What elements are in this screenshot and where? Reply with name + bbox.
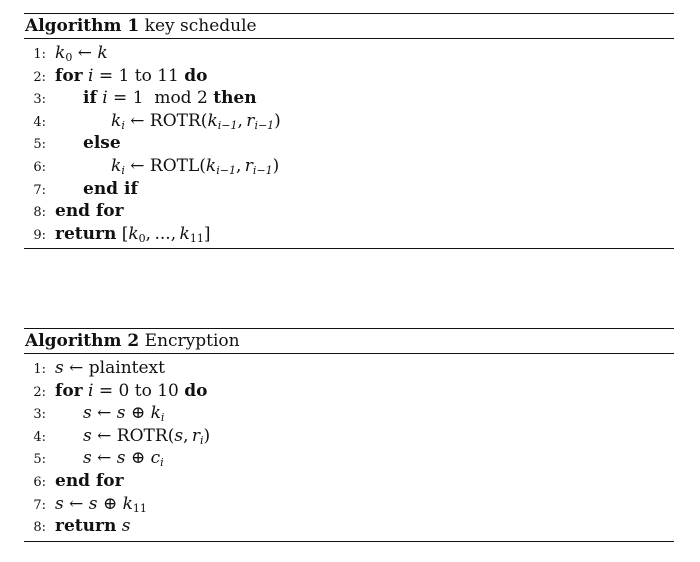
line-number: 1: <box>33 47 46 62</box>
bottom-rule <box>24 248 674 249</box>
subscript: i <box>121 163 125 177</box>
code-line <box>24 200 674 223</box>
xor-operator: ⊕ <box>130 403 146 424</box>
subscript: 0 <box>138 231 146 245</box>
var-k: k <box>179 223 190 244</box>
code-line <box>24 178 674 201</box>
code-line: 4: $k_i$ ← $ROTR(k_{i-1}$, $r_{i-1}$) <box>24 110 674 133</box>
line-number: 6: <box>33 474 46 490</box>
keyword-for: for <box>55 380 83 401</box>
number: 0 <box>118 380 130 401</box>
assign-arrow: ← <box>69 358 84 378</box>
var-s: s <box>174 425 184 446</box>
subscript: i <box>200 433 204 447</box>
var-i: i <box>102 88 108 109</box>
subscript: i−1 <box>252 163 273 177</box>
line-number: 5: <box>33 137 46 153</box>
assign-arrow: ← <box>130 155 145 176</box>
line-number: 5: <box>33 452 46 468</box>
code-line <box>24 402 674 425</box>
assign-arrow: ← <box>69 493 84 514</box>
assign-arrow: ← <box>130 110 145 131</box>
number: 10 <box>157 380 179 401</box>
line-number: 8: <box>33 520 46 536</box>
xor-operator: ⊕ <box>130 448 146 469</box>
equals: = <box>113 88 128 109</box>
var-s: s <box>121 516 131 537</box>
keyword-do: do <box>184 380 208 401</box>
code-line <box>24 470 674 493</box>
var-k: k <box>111 110 122 131</box>
var-s: s <box>55 358 64 378</box>
line-number: 7: <box>33 182 46 198</box>
var-r: r <box>191 425 201 446</box>
line-number: 8: <box>33 205 46 221</box>
var-s: s <box>83 448 92 469</box>
var-k: k <box>150 403 161 424</box>
number: 1 <box>118 65 130 86</box>
line-number: 9: <box>33 227 46 243</box>
subscript: i <box>160 456 164 470</box>
keyword-else: else <box>83 133 121 154</box>
var-s: s <box>88 493 98 514</box>
var-r: r <box>246 110 255 131</box>
word-to: to <box>134 65 152 86</box>
keyword-end-if: end if <box>83 178 138 199</box>
code-line <box>24 493 674 516</box>
algorithm-label: Algorithm 2 <box>25 331 140 351</box>
var-s: s <box>116 448 126 469</box>
var-s: s <box>83 425 92 446</box>
keyword-for: for <box>55 65 83 86</box>
equals: = <box>98 65 114 86</box>
var-k: k <box>207 110 218 131</box>
xor-operator: ⊕ <box>102 493 118 514</box>
number: 2 <box>196 88 208 109</box>
keyword-end-for: end for <box>55 201 124 222</box>
subscript: i <box>160 411 165 425</box>
code-line: 6: $k_i$ ← $ROTL(k_{i-1}$, $r_{i-1}$) <box>24 155 674 178</box>
algorithm-body <box>24 354 674 541</box>
bracket: [ <box>121 223 129 244</box>
var-k: k <box>55 43 66 63</box>
word-to: to <box>134 380 152 401</box>
line-number: 1: <box>33 362 46 377</box>
var-s: s <box>55 493 64 514</box>
code-line: 4: s ← ROTR(s, $r_i$) <box>24 425 674 448</box>
algorithm-body <box>24 39 674 248</box>
algorithm-caption <box>24 14 674 38</box>
code-line <box>24 447 674 470</box>
subscript: i−1 <box>254 118 275 132</box>
subscript: i−1 <box>216 163 236 177</box>
line-number: 3: <box>33 407 46 423</box>
algorithm-label: Algorithm 1 <box>25 16 140 36</box>
code-line <box>24 65 674 88</box>
subscript: 11 <box>132 501 147 515</box>
code-line: 9: return [$k_0$, ..., $k_{11}$] <box>24 223 674 246</box>
func-rotr: ROTR <box>149 110 201 131</box>
keyword-if: if <box>83 88 97 109</box>
algorithm-2 <box>24 328 674 542</box>
var-c: c <box>150 448 161 469</box>
algorithm-caption <box>24 329 674 353</box>
subscript: 0 <box>65 51 73 64</box>
line-number: 6: <box>33 159 46 175</box>
keyword-end-for: end for <box>55 470 124 491</box>
keyword-return: return <box>55 516 117 537</box>
word-plaintext: plaintext <box>88 358 165 378</box>
var-s: s <box>116 403 126 424</box>
code-line <box>24 380 674 403</box>
code-line <box>24 357 674 380</box>
var-i: i <box>88 380 94 401</box>
func-rotr: ROTR <box>116 425 168 446</box>
algorithm-title: key schedule <box>144 16 257 36</box>
bracket: ] <box>203 223 211 244</box>
algorithm-1 <box>24 13 674 249</box>
subscript: i <box>121 118 125 132</box>
var-s: s <box>83 403 92 424</box>
var-r: r <box>244 155 253 176</box>
var-k: k <box>97 43 108 63</box>
keyword-do: do <box>184 65 208 86</box>
algorithm-title: Encryption <box>144 331 240 351</box>
code-line <box>24 42 674 65</box>
ellipsis: ..., <box>154 223 177 244</box>
assign-arrow: ← <box>97 425 112 446</box>
bottom-rule <box>24 541 674 542</box>
line-number: 4: <box>33 114 46 130</box>
assign-arrow: ← <box>77 43 92 63</box>
line-number: 2: <box>33 69 46 85</box>
code-line <box>24 87 674 110</box>
number: 11 <box>157 65 179 86</box>
var-k: k <box>122 493 133 514</box>
assign-arrow: ← <box>97 448 112 469</box>
word-mod: mod <box>154 88 192 109</box>
func-rotl: ROTL <box>149 155 200 176</box>
equals: = <box>98 380 114 401</box>
line-number: 2: <box>33 384 46 400</box>
var-k: k <box>111 155 122 176</box>
keyword-return: return <box>55 223 117 244</box>
code-line <box>24 132 674 155</box>
line-number: 3: <box>33 92 46 108</box>
var-i: i <box>88 65 94 86</box>
subscript: 11 <box>189 231 204 245</box>
var-k: k <box>205 155 217 176</box>
code-line <box>24 515 674 538</box>
var-k: k <box>128 223 139 244</box>
keyword-then: then <box>213 88 257 109</box>
line-number: 7: <box>33 497 46 513</box>
subscript: i−1 <box>217 118 238 132</box>
number: 1 <box>132 88 144 109</box>
line-number: 4: <box>33 429 46 445</box>
assign-arrow: ← <box>97 403 112 424</box>
